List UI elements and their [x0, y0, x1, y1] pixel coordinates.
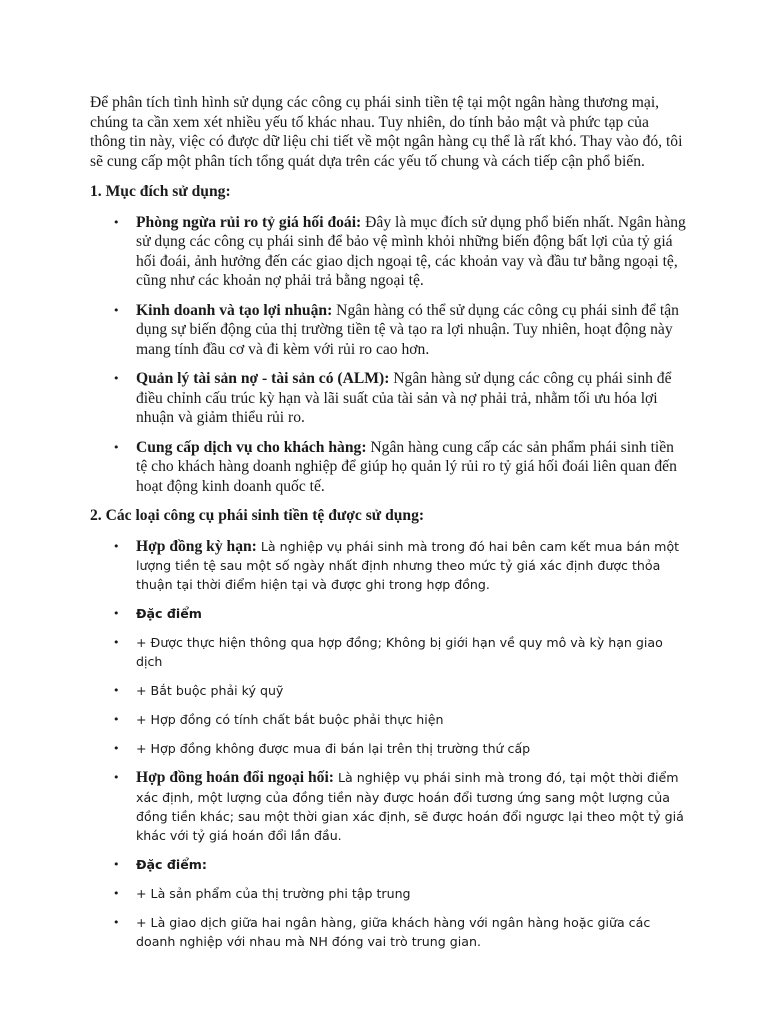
feature-text: + Là sản phẩm của thị trường phi tập trung	[136, 885, 411, 901]
list-item-feature	[90, 681, 686, 700]
section-2-heading: 2. Các loại công cụ phái sinh tiền tệ được sử dụng:	[90, 507, 425, 524]
list-item-term: Cung cấp dịch vụ cho khách hàng:	[136, 438, 367, 456]
feature-text: + Bắt buộc phải ký quỹ	[136, 683, 284, 698]
section-1-heading: 1. Mục đích sử dụng:	[90, 183, 231, 200]
features-label: Đặc điểm	[136, 606, 202, 621]
bullet-icon: •	[113, 886, 120, 900]
bullet-icon: •	[113, 607, 120, 620]
bullet-icon: •	[113, 713, 120, 726]
list-item-term: Hợp đồng hoán đổi ngoại hối:	[136, 769, 334, 786]
intro-paragraph: Để phân tích tình hình sử dụng các công cụ phái sinh tiền tệ tại một ngân hàng thương mại, chúng ta cần xem xét nhiều yếu tố khác nhau. Tuy nhiên, do tính bảo mật và phức tạp của thông tin này, việc có được dữ liệu chi tiết về một ngân hàng cụ thể là rất khó. Thay vào đó, tôi sẽ cung cấp một phân tích tổng quát dựa trên các yếu tố chung và cách tiếp cận phổ biến.	[90, 94, 683, 170]
bullet-icon: •	[113, 636, 120, 649]
list-item-feature	[90, 633, 686, 671]
document-page	[90, 93, 686, 961]
list-item-term: Phòng ngừa rủi ro tỷ giá hối đoái:	[136, 213, 362, 231]
list-item-feature	[90, 710, 686, 729]
bullet-icon: •	[113, 303, 120, 317]
bullet-icon: •	[113, 372, 120, 385]
section-2-list	[90, 537, 686, 951]
list-item-feature	[90, 884, 686, 903]
list-item-text: Ngân hàng cung cấp các sản phẩm phái sinh tiền tệ cho khách hàng doanh nghiệp để giúp họ quản lý rủi ro tỷ giá hối đoái liên quan đến hoạt động kinh doanh quốc tế.	[136, 438, 677, 495]
list-item-term: Quản lý tài sản nợ - tài sản có (ALM):	[136, 370, 390, 387]
feature-text: + Là giao dịch giữa hai ngân hàng, giữa khách hàng với ngân hàng hoặc giữa các doanh nghiệp với nhau mà NH đóng vai trò trung gian.	[136, 914, 651, 949]
list-item-forward	[90, 537, 686, 595]
list-item-feature	[90, 739, 686, 758]
list-item	[90, 301, 686, 360]
list-item	[90, 213, 686, 291]
bullet-icon: •	[113, 440, 120, 454]
bullet-icon: •	[113, 915, 120, 929]
list-item-text: Là nghiệp vụ phái sinh mà trong đó, tại một thời điểm xác định, một lượng của đồng tiền này được hoán đổi tương ứng sang một lượng của đồng tiền khác; sau một thời gian xác định, sẽ được hoán đổi ngược lại theo một tỷ giá khác với tỷ giá hoán đổi lần đầu.	[136, 770, 684, 843]
bullet-icon: •	[113, 857, 120, 871]
list-item	[90, 369, 686, 428]
section-1-list	[90, 213, 686, 497]
list-item-text: Là nghiệp vụ phái sinh mà trong đó hai bên cam kết mua bán một lượng tiền tệ sau một số ngày nhất định nhưng theo mức tỷ giá xác định được thỏa thuận tại thời điểm hiện tại và được ghi trong hợp đồng.	[136, 538, 680, 592]
list-item-swap	[90, 768, 686, 845]
list-item-text: Đây là mục đích sử dụng phổ biến nhất. Ngân hàng sử dụng các công cụ phái sinh để bảo vệ mình khỏi những biến động bất lợi của tỷ giá hối đoái, ảnh hưởng đến các giao dịch ngoại tệ, các khoản vay và đầu tư bằng ngoại tệ, cũng như các khoản nợ phải trả bằng ngoại tệ.	[136, 213, 686, 289]
list-item-term: Kinh doanh và tạo lợi nhuận:	[136, 301, 333, 319]
list-item-features-label	[90, 604, 686, 623]
features-label: Đặc điểm:	[136, 856, 207, 872]
list-item-features-label	[90, 855, 686, 874]
feature-text: + Được thực hiện thông qua hợp đồng; Không bị giới hạn về quy mô và kỳ hạn giao dịch	[136, 635, 663, 669]
list-item-feature	[90, 913, 686, 951]
list-item	[90, 438, 686, 497]
feature-text: + Hợp đồng không được mua đi bán lại trên thị trường thứ cấp	[136, 741, 531, 756]
bullet-icon: •	[113, 684, 120, 697]
bullet-icon: •	[113, 742, 120, 755]
list-item-term: Hợp đồng kỳ hạn:	[136, 537, 257, 555]
bullet-icon: •	[113, 539, 120, 553]
bullet-icon: •	[113, 771, 120, 784]
list-item-text: Ngân hàng có thể sử dụng các công cụ phái sinh để tận dụng sự biến động của thị trường tiền tệ và tạo ra lợi nhuận. Tuy nhiên, hoạt động này mang tính đầu cơ và đi kèm với rủi ro cao hơn.	[136, 301, 679, 358]
list-item-text: Ngân hàng sử dụng các công cụ phái sinh để điều chỉnh cấu trúc kỳ hạn và lãi suất của tài sản và nợ phải trả, nhằm tối ưu hóa lợi nhuận và giảm thiểu rủi ro.	[136, 370, 672, 426]
bullet-icon: •	[113, 215, 120, 229]
feature-text: + Hợp đồng có tính chất bắt buộc phải thực hiện	[136, 712, 444, 727]
